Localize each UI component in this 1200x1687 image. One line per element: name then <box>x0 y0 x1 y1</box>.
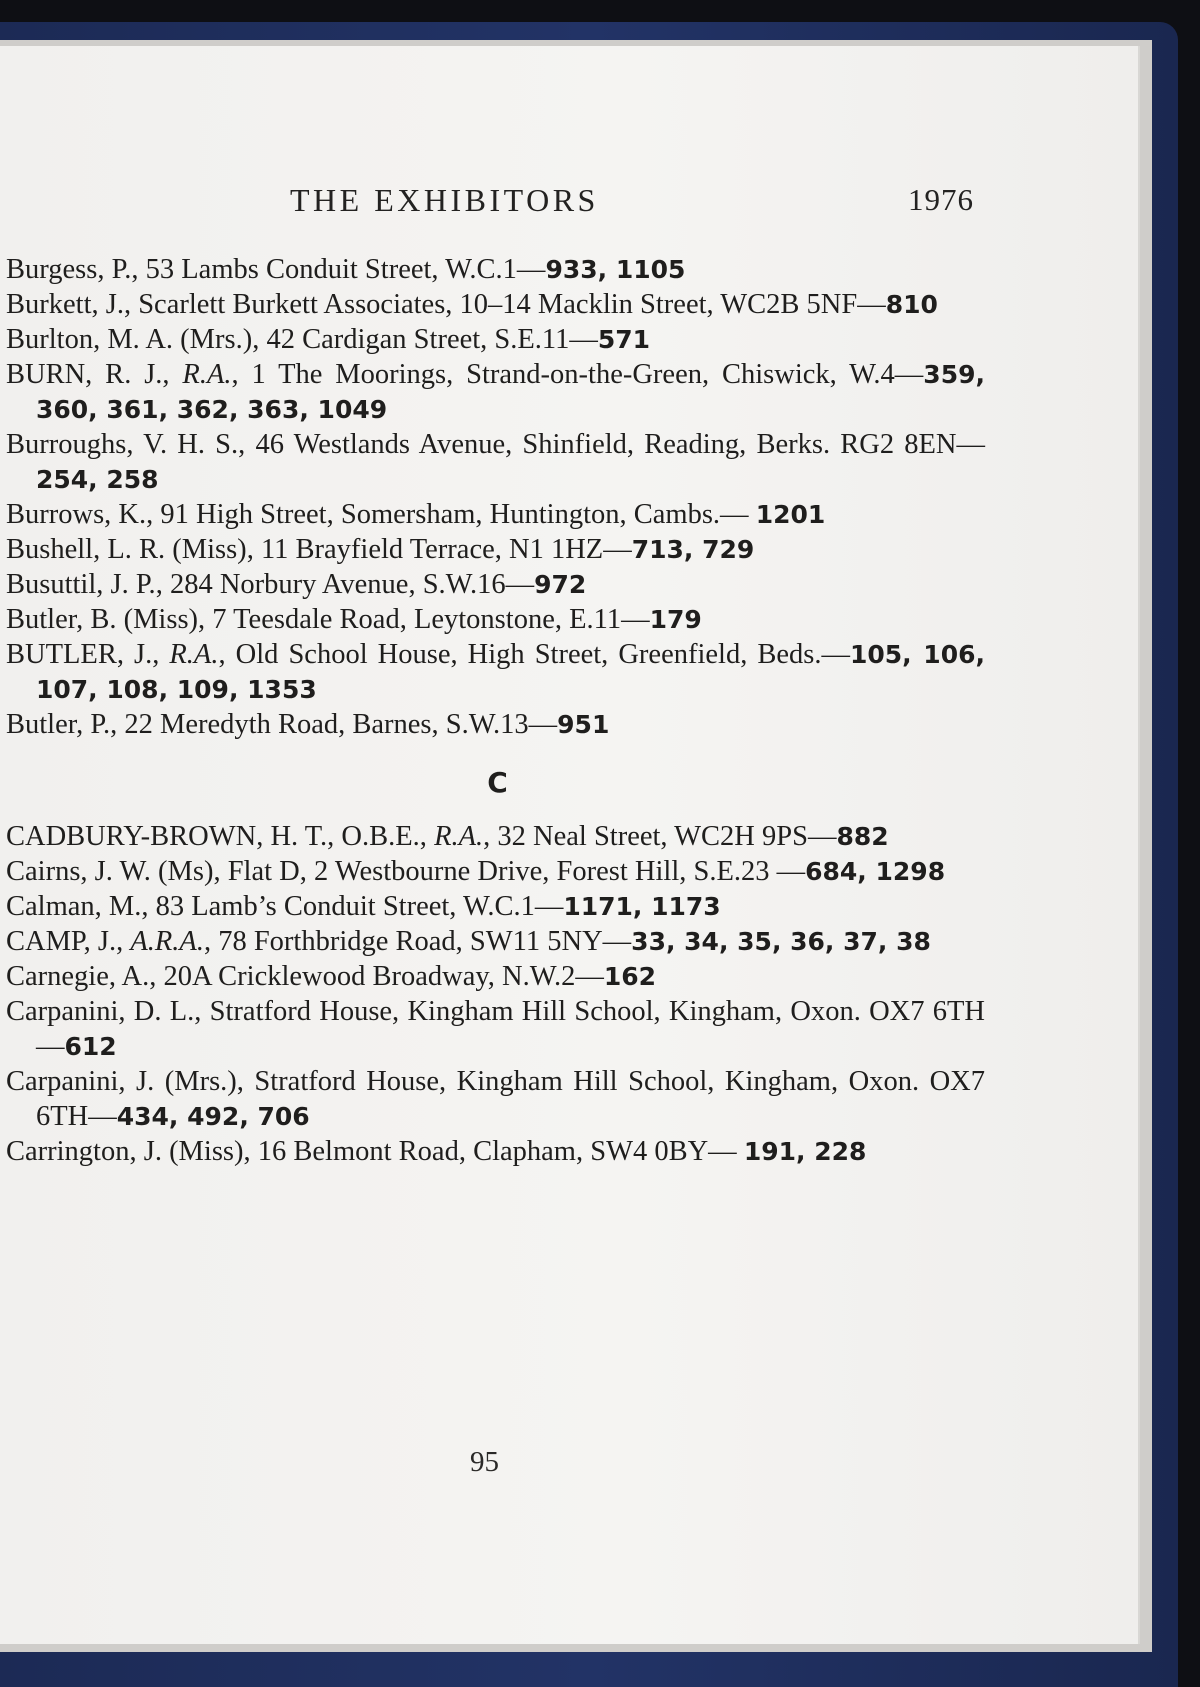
exhibitor-entry <box>0 707 985 742</box>
exhibitor-name: Burkett, J. <box>6 289 124 320</box>
exhibitor-address: , 284 Norbury Avenue, S.W.16— <box>155 569 535 600</box>
exhibitor-address: , 32 Neal Street, WC2H 9PS— <box>483 821 837 852</box>
exhibitor-entry <box>0 637 985 707</box>
running-head <box>0 182 1000 232</box>
exhibitor-entry <box>0 959 985 994</box>
exhibitor-list <box>0 252 985 1169</box>
exhibitor-name: BURN, R. J., <box>6 359 183 390</box>
catalogue-numbers: 684, 1298 <box>805 857 946 886</box>
exhibitor-entry <box>0 854 985 889</box>
exhibitor-address: , 22 Meredyth Road, Barnes, S.W.13— <box>110 709 558 740</box>
exhibitor-name: Carrington, J. (Miss) <box>6 1136 244 1167</box>
exhibitor-name: Burrows, K. <box>6 499 147 530</box>
exhibitor-address: , Old School House, High Street, Greenfield, Beds.— <box>218 639 850 670</box>
exhibitor-entry <box>0 497 985 532</box>
exhibitor-name: Cairns, J. W. (Ms) <box>6 856 214 887</box>
exhibitor-entry <box>0 1134 985 1169</box>
catalogue-numbers: 713, 729 <box>631 535 755 564</box>
exhibitor-address: , 7 Teesdale Road, Leytonstone, E.11— <box>198 604 650 635</box>
exhibitor-name: Butler, B. (Miss) <box>6 604 199 635</box>
catalogue-numbers: 162 <box>603 962 657 991</box>
exhibitor-entry <box>0 889 985 924</box>
exhibitor-entry <box>0 427 985 497</box>
running-head-title: THE EXHIBITORS <box>290 182 599 218</box>
exhibitor-address: , 46 Westlands Avenue, Shinfield, Reading, Berks. RG2 8EN— <box>238 429 985 460</box>
exhibitor-name: Bushell, L. R. (Miss) <box>6 534 247 565</box>
exhibitor-honour: R.A. <box>182 359 232 390</box>
exhibitor-entry <box>0 924 985 959</box>
catalogue-numbers: 951 <box>557 710 610 739</box>
exhibitor-address: , 11 Brayfield Terrace, N1 1HZ— <box>246 534 632 565</box>
catalogue-numbers: 972 <box>534 570 587 599</box>
exhibitor-entries-b <box>0 252 985 742</box>
exhibitor-name: Carnegie, A. <box>6 961 150 992</box>
exhibitor-name: Butler, P. <box>6 709 111 740</box>
exhibitor-name: CAMP, J., <box>6 926 131 957</box>
exhibitor-name: Calman, M. <box>6 891 142 922</box>
catalogue-numbers: 191, 228 <box>743 1137 867 1166</box>
exhibitor-name: BUTLER, J., <box>6 639 170 670</box>
exhibitor-name: Burroughs, V. H. S. <box>6 429 239 460</box>
exhibitor-address: , Flat D, 2 Westbourne Drive, Forest Hill, S.E.23 — <box>213 856 806 887</box>
exhibitor-address: , 16 Belmont Road, Clapham, SW4 0BY— <box>243 1136 744 1167</box>
exhibitor-name: CADBURY-BROWN, H. T., O.B.E., <box>6 821 435 852</box>
exhibitor-entry <box>0 252 985 287</box>
exhibitor-address: , Scarlett Burkett Associates, 10–14 Macklin Street, WC2B 5NF— <box>123 289 886 320</box>
exhibitor-entry <box>0 567 985 602</box>
catalogue-numbers: 179 <box>649 605 702 634</box>
catalogue-numbers: 612 <box>64 1032 117 1061</box>
exhibitor-entries-c <box>0 819 985 1169</box>
page-number: 95 <box>470 1446 499 1478</box>
catalogue-numbers: 434, 492, 706 <box>116 1102 310 1131</box>
exhibitor-honour: R.A. <box>169 639 219 670</box>
exhibitor-name: Burlton, M. A. (Mrs.) <box>6 324 253 355</box>
catalogue-numbers: 1171, 1173 <box>563 892 721 921</box>
exhibitor-entry <box>0 602 985 637</box>
catalogue-numbers: 882 <box>836 822 889 851</box>
book-page <box>0 46 1140 1644</box>
catalogue-numbers: 571 <box>597 325 651 354</box>
exhibitor-entry <box>0 532 985 567</box>
catalogue-numbers: 105, 106, 107, 108, 109, 1353 <box>36 640 985 704</box>
exhibitor-address: , 1 The Moorings, Strand-on-the-Green, Chiswick, W.4— <box>231 359 924 390</box>
exhibitor-address: , Stratford House, Kingham Hill School, Kingham, Oxon. OX7 6TH— <box>36 996 985 1062</box>
catalogue-numbers: 810 <box>885 290 938 319</box>
exhibitor-address: , 78 Forthbridge Road, SW11 5NY— <box>203 926 632 957</box>
exhibitor-name: Busuttil, J. P. <box>6 569 156 600</box>
exhibitor-address: , 83 Lamb’s Conduit Street, W.C.1— <box>141 891 564 922</box>
exhibitor-entry <box>0 357 985 427</box>
catalogue-numbers: 33, 34, 35, 36, 37, 38 <box>631 927 931 956</box>
exhibitor-honour: A.R.A. <box>130 926 204 957</box>
exhibitor-address: , Stratford House, Kingham Hill School, Kingham, Oxon. OX7 6TH— <box>36 1066 985 1132</box>
exhibitor-entry <box>0 819 985 854</box>
exhibitor-address: , 42 Cardigan Street, S.E.11— <box>252 324 598 355</box>
catalogue-numbers: 254, 258 <box>36 465 159 494</box>
exhibitor-name: Carpanini, J. (Mrs.) <box>6 1066 237 1097</box>
exhibitor-entry <box>0 287 985 322</box>
section-letter: C <box>487 766 508 799</box>
exhibitor-name: Carpanini, D. L. <box>6 996 195 1027</box>
exhibitor-entry <box>0 1064 985 1134</box>
catalogue-numbers: 359, 360, 361, 362, 363, 1049 <box>36 360 985 424</box>
exhibitor-address: , 20A Cricklewood Broadway, N.W.2— <box>149 961 604 992</box>
exhibitor-name: Burgess, P. <box>6 254 132 285</box>
exhibitor-address: , 91 High Street, Somersham, Huntington, Cambs.— <box>146 499 756 530</box>
catalogue-numbers: 933, 1105 <box>545 255 686 284</box>
exhibitor-entry <box>0 994 985 1064</box>
catalogue-numbers: 1201 <box>755 500 826 529</box>
running-head-year: 1976 <box>908 182 974 217</box>
exhibitor-address: , 53 Lambs Conduit Street, W.C.1— <box>131 254 546 285</box>
exhibitor-entry <box>0 322 985 357</box>
exhibitor-honour: R.A. <box>434 821 484 852</box>
